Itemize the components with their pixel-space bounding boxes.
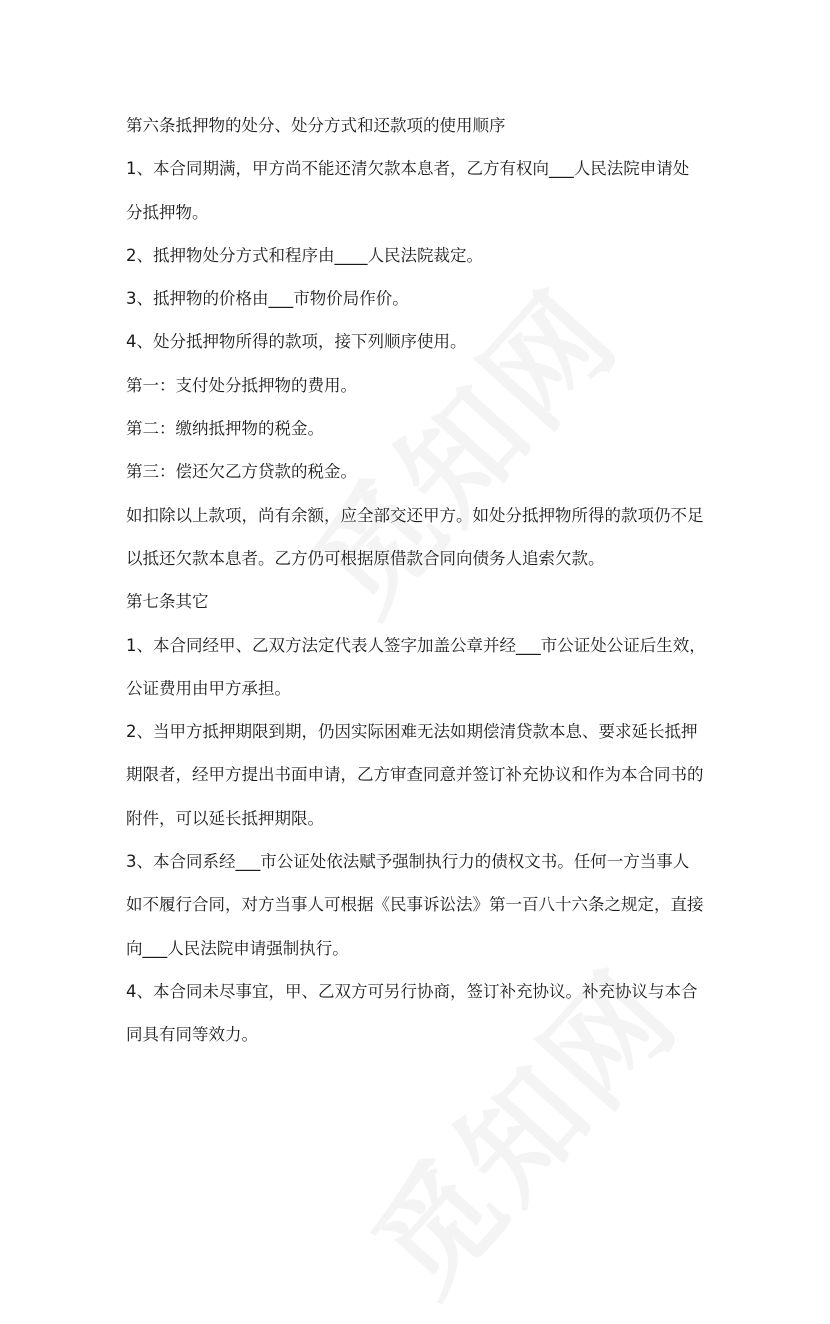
section-heading-6: 第六条抵押物的处分、处分方式和还款项的使用顺序 xyxy=(126,116,506,135)
paragraph-line: 向___人民法院申请强制执行。 xyxy=(126,938,349,958)
paragraph-line: 附件，可以延长抵押期限。 xyxy=(126,808,324,828)
paragraph-line: 4、处分抵押物所得的款项，接下列顺序使用。 xyxy=(126,332,467,352)
paragraph-line: 3、本合同系经___市公证处依法赋予强制执行力的债权文书。任何一方当事人 xyxy=(126,852,690,872)
paragraph-line: 3、抵押物的价格由___市物价局作价。 xyxy=(126,289,409,309)
section-heading-7: 第七条其它 xyxy=(126,592,209,612)
list-item-third: 第三：偿还欠乙方贷款的税金。 xyxy=(126,462,357,482)
list-item-second: 第二：缴纳抵押物的税金。 xyxy=(126,419,324,439)
paragraph-line: 如扣除以上款项，尚有余额，应全部交还甲方。如处分抵押物所得的款项仍不足 xyxy=(126,505,704,525)
paragraph-line: 1、本合同经甲、乙双方法定代表人签字加盖公章并经___市公证处公证后生效， xyxy=(126,635,706,655)
paragraph-line: 同具有同等效力。 xyxy=(126,1025,258,1045)
paragraph-line: 分抵押物。 xyxy=(126,202,209,222)
paragraph-line: 2、抵押物处分方式和程序由____人民法院裁定。 xyxy=(126,245,483,265)
paragraph-line: 公证费用由甲方承担。 xyxy=(126,678,291,698)
paragraph-line: 1、本合同期满，甲方尚不能还清欠款本息者，乙方有权向___人民法院申请处 xyxy=(126,159,690,179)
paragraph-line: 以抵还欠款本息者。乙方仍可根据原借款合同向债务人追索欠款。 xyxy=(126,548,605,568)
paragraph-line: 2、当甲方抵押期限到期，仍因实际困难无法如期偿清贷款本息、要求延长抵押 xyxy=(126,722,698,742)
paragraph-line: 如不履行合同，对方当事人可根据《民事诉讼法》第一百八十六条之规定，直接 xyxy=(126,895,704,915)
paragraph-line: 期限者，经甲方提出书面申请，乙方审查同意并签订补充协议和作为本合同书的 xyxy=(126,765,704,785)
document-body xyxy=(126,104,726,1057)
list-item-first: 第一：支付处分抵押物的费用。 xyxy=(126,375,357,395)
paragraph-line: 4、本合同未尽事宜，甲、乙双方可另行协商，签订补充协议。补充协议与本合 xyxy=(126,981,698,1001)
